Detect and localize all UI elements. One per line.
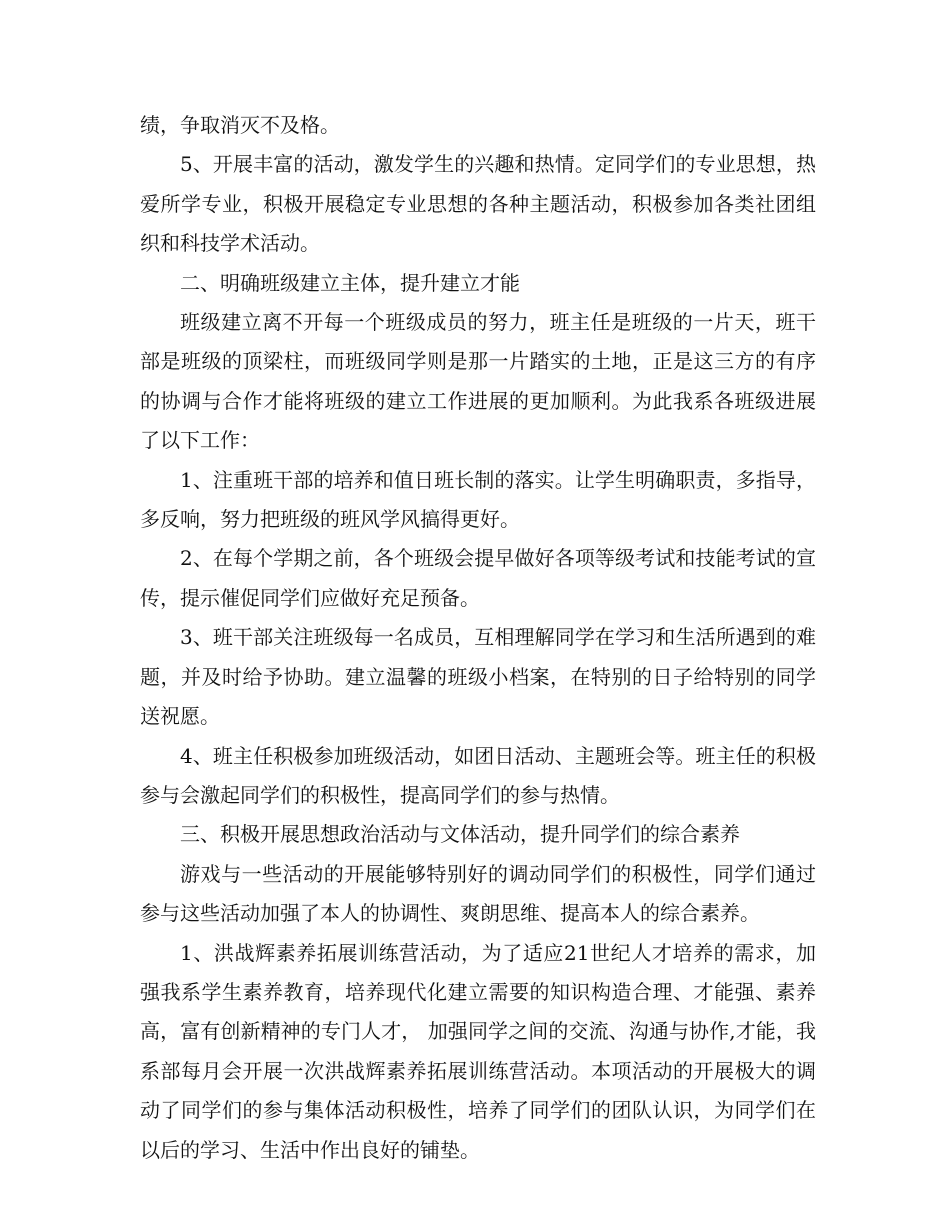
section-heading-3: 三、积极开展思想政治活动与文体活动，提升同学们的综合素养 [180,822,740,847]
section-heading-2: 二、明确班级建立主体，提升建立才能 [180,270,520,295]
paragraph-section-2-intro: 班级建立离不开每一个班级成员的努力，班主任是班级的一片天，班干部是班级的顶梁柱，而班级同学则是那一片踏实的土地，正是这三方的有序的协调与合作才能将班级的建立工作进展的更加顺利。为此我系各班级进展了以下工作： [140,310,816,453]
paragraph-item-2: 2、在每个学期之前，各个班级会提早做好各项等级考试和技能考试的宣传，提示催促同学们应做好充足预备。 [140,546,816,610]
paragraph-item-1: 1、注重班干部的培养和值日班长制的落实。让学生明确职责，多指导，多反响，努力把班级的班风学风搞得更好。 [140,467,816,532]
document-body [140,106,816,1170]
paragraph-item-4: 4、班主任积极参加班级活动，如团日活动、主题班会等。班主任的积极参与会激起同学们的积极性，提高同学们的参与热情。 [140,743,816,807]
paragraph-item-3: 3、班干部关注班级每一名成员，互相理解同学在学习和生活所遇到的难题，并及时给予协助。建立温馨的班级小档案，在特别的日子给特别的同学送祝愿。 [140,625,816,729]
paragraph-item-5: 5、开展丰富的活动，激发学生的兴趣和热情。定同学们的专业思想，热爱所学专业，积极开展稳定专业思想的各种主题活动，积极参加各类社团组织和科技学术活动。 [140,152,816,256]
paragraph-section-3-item-1: 1、洪战辉素养拓展训练营活动，为了适应21世纪人才培养的需求，加强我系学生素养教育，培养现代化建立需要的知识构造合理、才能强、素养高，富有创新精神的专门人才， 加强同学之间的交流、沟通与协作,才能，我系部每月会开展一次洪战辉素养拓展训练营活动。本项活动的开展极大的调动了同学们的参与集体活动积极性，培养了同学们的团队认识，为同学们在以后的学习、生活中作出良好的铺垫。 [140,940,816,1162]
paragraph-section-3-intro: 游戏与一些活动的开展能够特别好的调动同学们的积极性，同学们通过参与这些活动加强了本人的协调性、爽朗思维、提高本人的综合素养。 [140,861,816,926]
paragraph-continuation: 绩，争取消灭不及格。 [140,113,340,137]
